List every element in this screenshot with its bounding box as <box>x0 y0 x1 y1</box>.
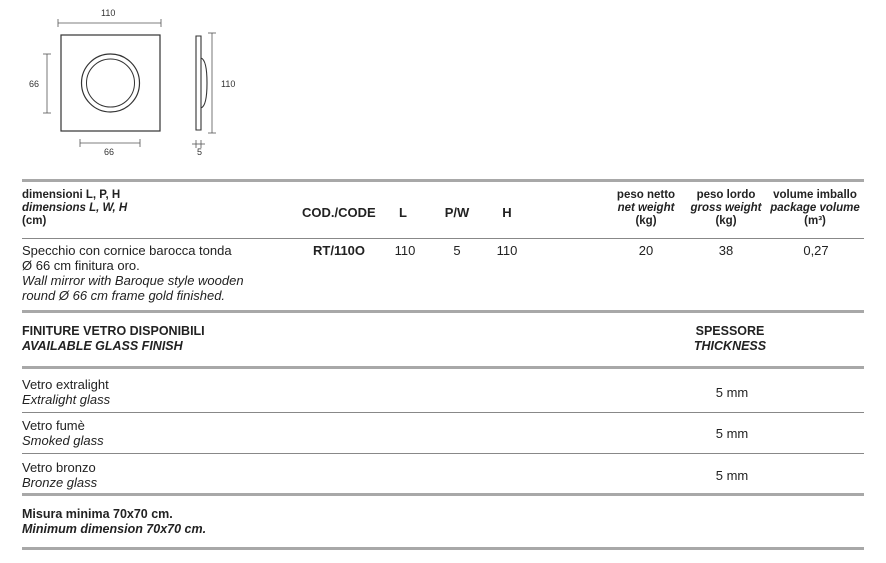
divider <box>22 310 864 313</box>
product-package-volume: 0,27 <box>803 243 829 258</box>
thickness-header: SPESSORE THICKNESS <box>693 324 767 353</box>
dim-left-height: 66 <box>29 79 40 89</box>
mirror-front-view <box>61 35 160 131</box>
product-length: 110 <box>394 243 416 258</box>
glass-row: Vetro bronzo Bronze glass <box>22 460 98 490</box>
product-gross-weight: 38 <box>718 243 734 258</box>
minimum-dimension-note: Misura minima 70x70 cm. Minimum dimension 70x70 cm. <box>22 507 207 536</box>
col-header-net-weight: peso netto net weight (kg) <box>616 189 676 227</box>
glass-finish-header: FINITURE VETRO DISPONIBILI AVAILABLE GLASS FINISH <box>22 324 205 353</box>
col-header-dimensions: dimensioni L, P, H dimensions L, W, H (cm) <box>22 189 128 227</box>
col-header-p: P/W <box>444 205 470 220</box>
dim-side-height: 110 <box>221 79 236 89</box>
glass-row-thickness: 5 mm <box>715 426 749 441</box>
product-height: 110 <box>496 243 518 258</box>
product-code: RT/110O <box>313 243 366 258</box>
product-depth: 5 <box>453 243 461 258</box>
col-header-package-volume: volume imballo package volume (m³) <box>770 189 860 227</box>
divider <box>22 179 864 182</box>
dim-bottom-width: 66 <box>104 147 115 157</box>
glass-row-thickness: 5 mm <box>715 468 749 483</box>
divider <box>22 366 864 369</box>
glass-row: Vetro extralight Extralight glass <box>22 377 111 407</box>
dim-top-width: 110 <box>101 8 116 18</box>
mirror-side-view <box>196 36 201 130</box>
mirror-outer-ring <box>82 54 140 112</box>
col-header-gross-weight: peso lordo gross weight (kg) <box>690 189 762 227</box>
glass-row: Vetro fumè Smoked glass <box>22 418 104 448</box>
product-description: Specchio con cornice barocca tonda Ø 66 cm finitura oro. Wall mirror with Baroque style wooden round Ø 66 cm frame gold finished. <box>22 243 244 303</box>
divider <box>22 238 864 239</box>
col-header-code: COD./CODE <box>302 205 376 220</box>
glass-row-thickness: 5 mm <box>715 385 749 400</box>
divider <box>22 453 864 454</box>
product-net-weight: 20 <box>638 243 654 258</box>
col-header-h: H <box>502 205 512 220</box>
divider <box>22 493 864 496</box>
divider <box>22 547 864 550</box>
dim-side-depth: 5 <box>197 147 203 157</box>
mirror-inner-ring <box>87 59 135 107</box>
divider <box>22 412 864 413</box>
col-header-l: L <box>399 205 407 220</box>
